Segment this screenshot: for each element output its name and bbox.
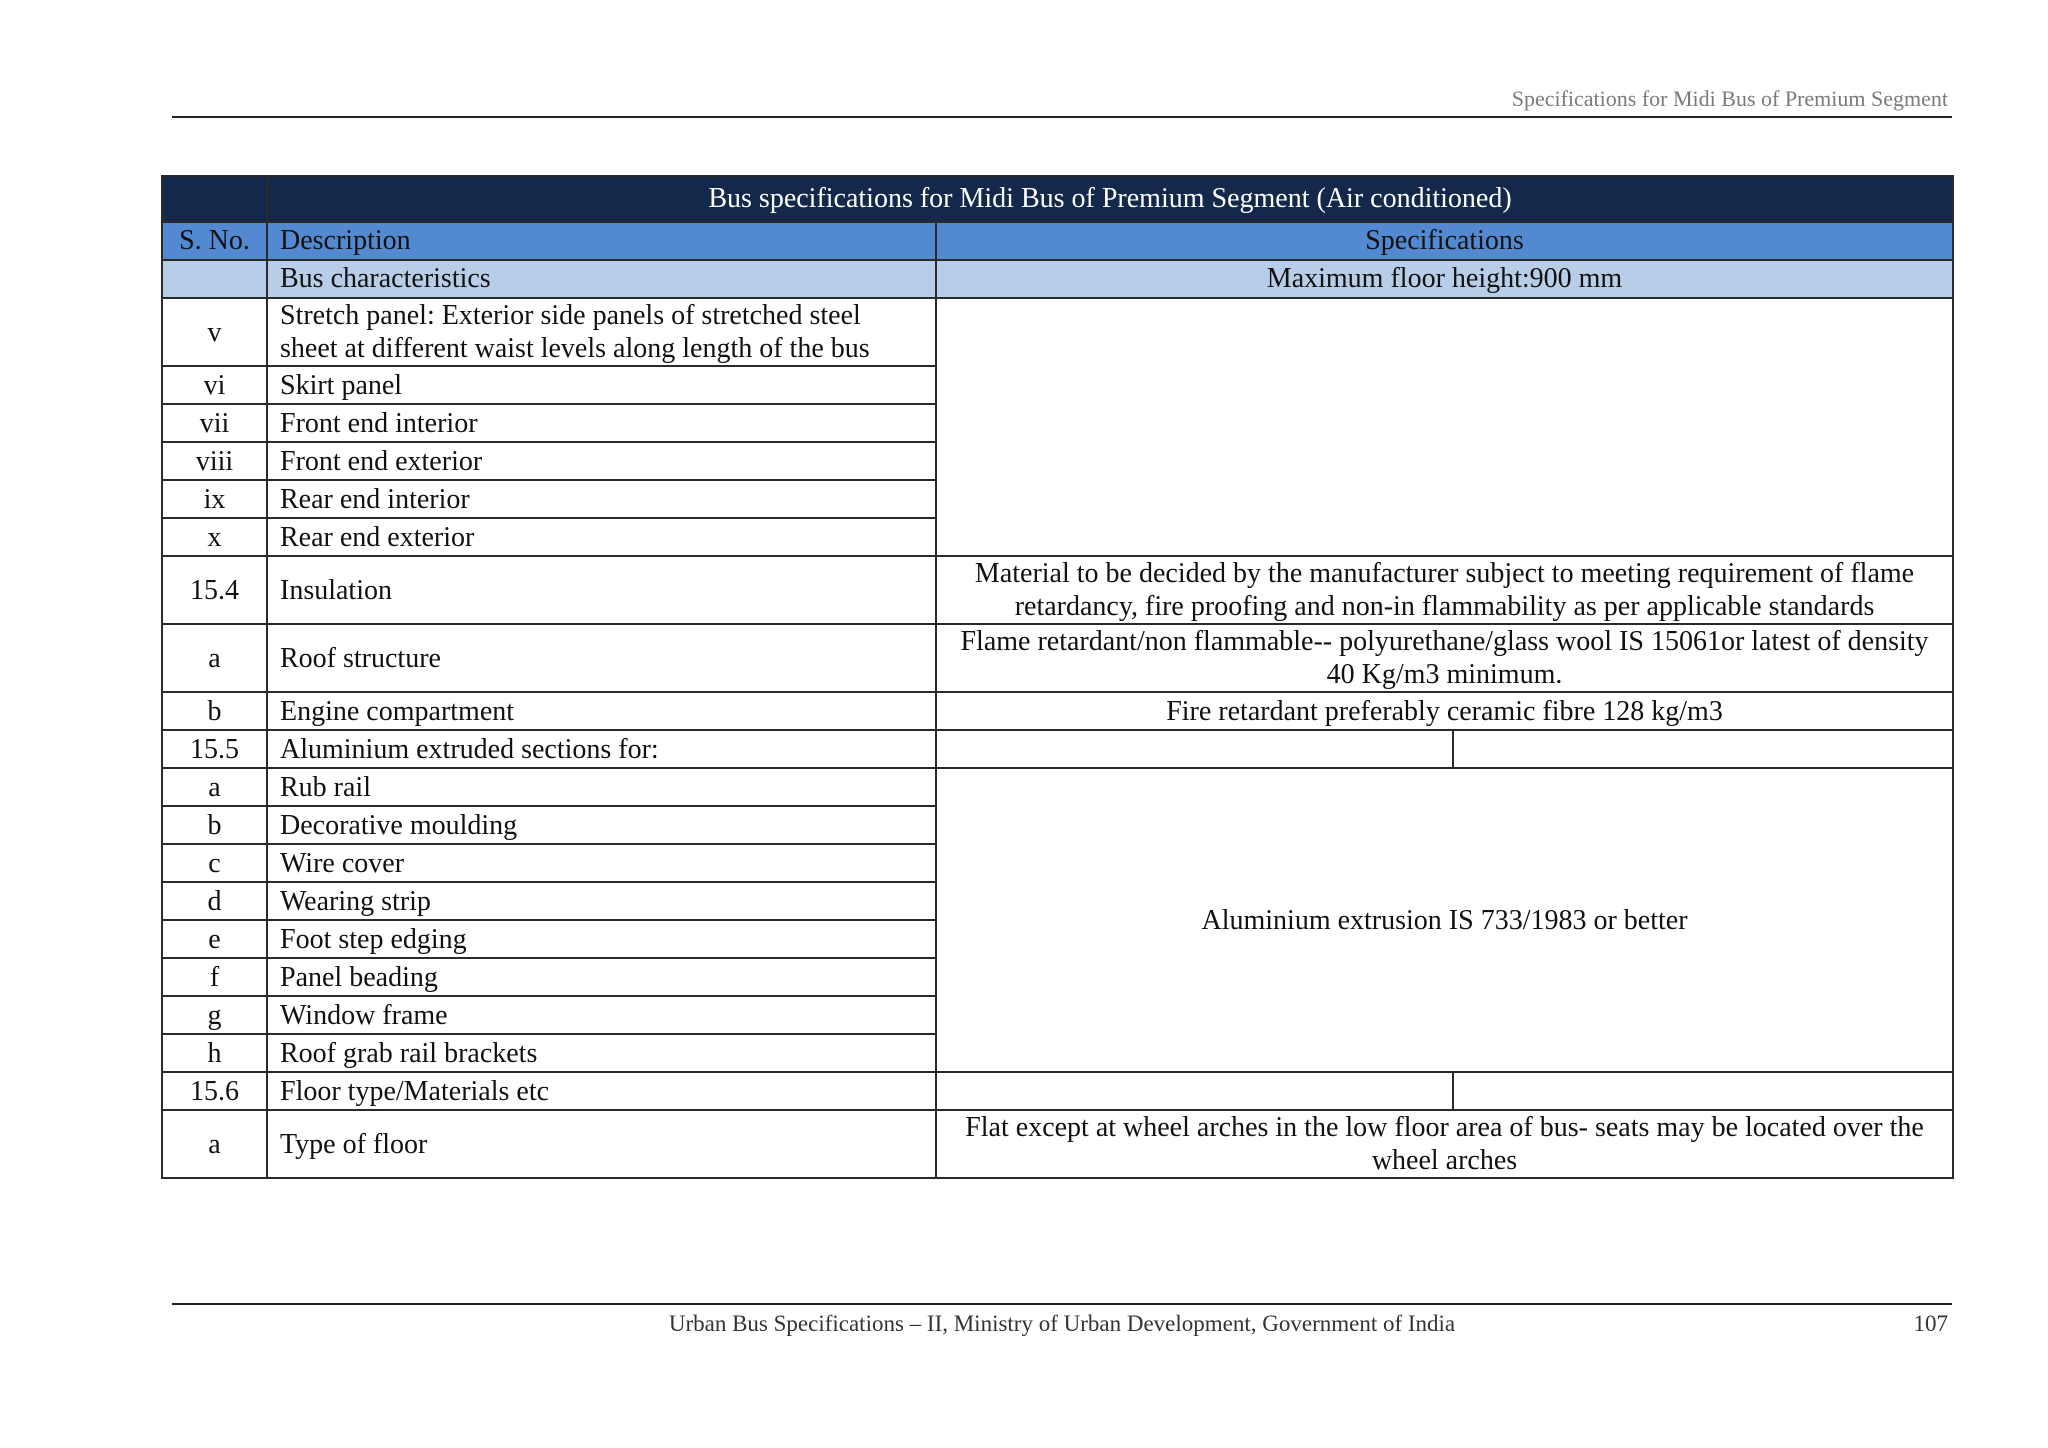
table-row xyxy=(162,768,1953,806)
subheader-description: Bus characteristics xyxy=(267,260,936,298)
row-sno: d xyxy=(162,882,267,920)
title-blank-cell xyxy=(162,176,267,222)
table-row xyxy=(162,556,1953,624)
table-row xyxy=(162,624,1953,692)
row-sno: b xyxy=(162,806,267,844)
row-description: Engine compartment xyxy=(267,692,936,730)
page-header xyxy=(172,84,1952,118)
table-title-row xyxy=(162,176,1953,222)
table-row xyxy=(162,692,1953,730)
row-spec: Fire retardant preferably ceramic fibre 128 kg/m3 xyxy=(936,692,1953,730)
row-description: Insulation xyxy=(267,556,936,624)
row-description: Decorative moulding xyxy=(267,806,936,844)
subheader-row xyxy=(162,260,1953,298)
row-sno: a xyxy=(162,1110,267,1178)
row-description: Wire cover xyxy=(267,844,936,882)
table-row xyxy=(162,1110,1953,1178)
row-spec-empty xyxy=(1453,1072,1953,1110)
row-sno: e xyxy=(162,920,267,958)
row-description: Skirt panel xyxy=(267,366,936,404)
row-sno: x xyxy=(162,518,267,556)
footer-text: Urban Bus Specifications – II, Ministry of Urban Development, Government of India xyxy=(668,1311,1456,1336)
table-title: Bus specifications for Midi Bus of Premium Segment (Air conditioned) xyxy=(267,176,1953,222)
row-description: Front end exterior xyxy=(267,442,936,480)
row-description: Wearing strip xyxy=(267,882,936,920)
column-header-row xyxy=(162,222,1953,260)
row-sno: c xyxy=(162,844,267,882)
row-description: Floor type/Materials etc xyxy=(267,1072,936,1110)
row-sno: 15.6 xyxy=(162,1072,267,1110)
spec-table xyxy=(161,175,1954,1179)
row-sno: a xyxy=(162,624,267,692)
running-title: Specifications for Midi Bus of Premium Segment xyxy=(1511,86,1948,111)
row-spec-empty xyxy=(936,298,1953,556)
row-spec: Material to be decided by the manufacturer subject to meeting requirement of flame retardancy, fire proofing and non-in flammability as per applicable standards xyxy=(936,556,1953,624)
row-description: Rear end exterior xyxy=(267,518,936,556)
row-sno: 15.4 xyxy=(162,556,267,624)
subheader-spec: Maximum floor height:900 mm xyxy=(936,260,1953,298)
row-sno: b xyxy=(162,692,267,730)
row-description: Foot step edging xyxy=(267,920,936,958)
row-description: Roof grab rail brackets xyxy=(267,1034,936,1072)
row-sno: g xyxy=(162,996,267,1034)
row-sno: 15.5 xyxy=(162,730,267,768)
row-description: Rub rail xyxy=(267,768,936,806)
subheader-blank xyxy=(162,260,267,298)
row-spec: Flame retardant/non flammable-- polyurethane/glass wool IS 15061or latest of density 40 Kg/m3 minimum. xyxy=(936,624,1953,692)
row-description: Front end interior xyxy=(267,404,936,442)
row-description: Stretch panel: Exterior side panels of stretched steel sheet at different waist levels along length of the bus xyxy=(267,298,936,366)
row-spec: Flat except at wheel arches in the low floor area of bus- seats may be located over the wheel arches xyxy=(936,1110,1953,1178)
row-spec-empty xyxy=(936,730,1453,768)
row-description: Window frame xyxy=(267,996,936,1034)
row-spec-empty xyxy=(936,1072,1453,1110)
col-sno-header: S. No. xyxy=(162,222,267,260)
row-sno: vi xyxy=(162,366,267,404)
table-row xyxy=(162,298,1953,366)
table-row xyxy=(162,730,1953,768)
row-sno: h xyxy=(162,1034,267,1072)
row-sno: a xyxy=(162,768,267,806)
row-sno: viii xyxy=(162,442,267,480)
page-number: 107 xyxy=(1913,1311,1948,1336)
row-description: Aluminium extruded sections for: xyxy=(267,730,936,768)
row-spec-empty xyxy=(1453,730,1953,768)
row-sno: ix xyxy=(162,480,267,518)
row-sno: v xyxy=(162,298,267,366)
aluminium-spec: Aluminium extrusion IS 733/1983 or better xyxy=(936,768,1953,1072)
row-sno: f xyxy=(162,958,267,996)
page-footer xyxy=(172,1303,1952,1336)
row-description: Type of floor xyxy=(267,1110,936,1178)
col-specifications-header: Specifications xyxy=(936,222,1953,260)
row-sno: vii xyxy=(162,404,267,442)
row-description: Roof structure xyxy=(267,624,936,692)
col-description-header: Description xyxy=(267,222,936,260)
row-description: Rear end interior xyxy=(267,480,936,518)
table-row xyxy=(162,1072,1953,1110)
row-description: Panel beading xyxy=(267,958,936,996)
